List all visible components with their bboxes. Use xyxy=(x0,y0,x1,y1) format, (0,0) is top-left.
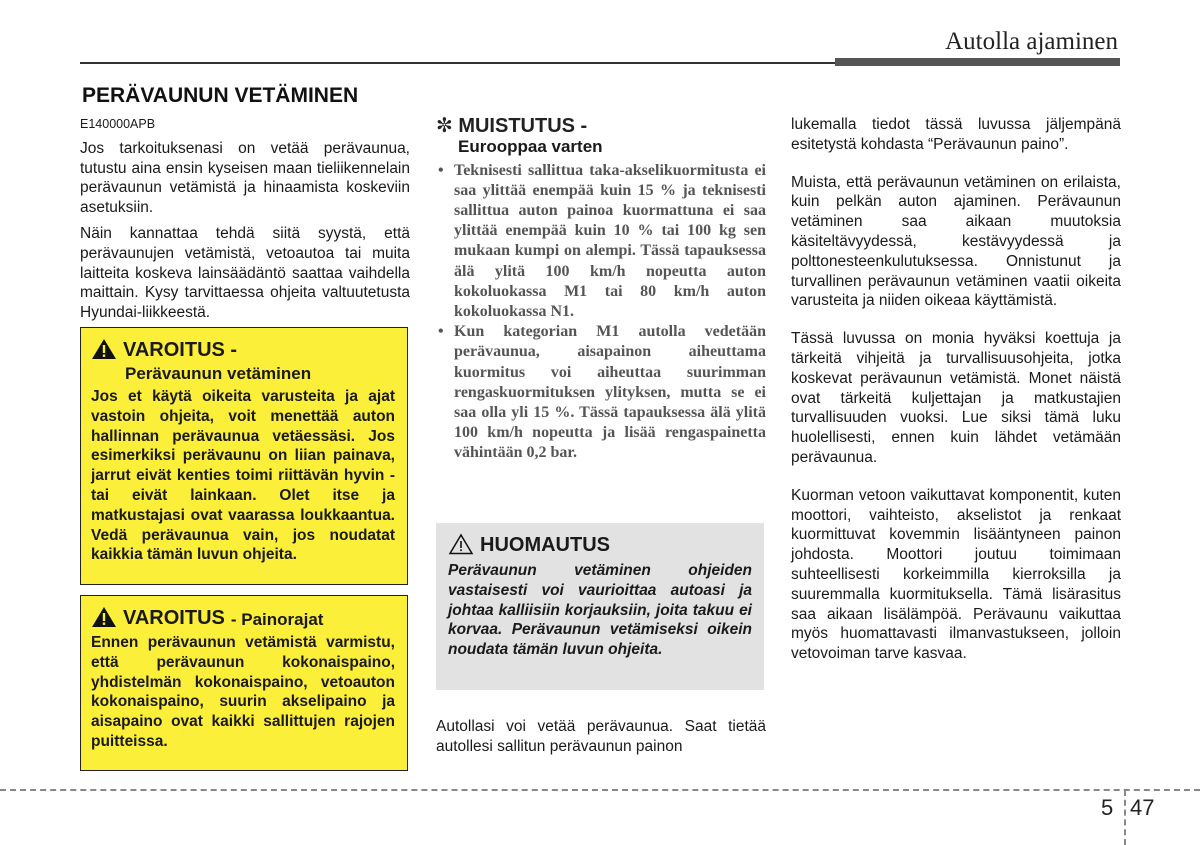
intro-paragraph-1: Jos tarkoituksenasi on vetää perävaunua, tutustu aina ensin kyseisen maan tieliikennelain perävaunun vetämistä ja hinaamista koskeviin asetuksiin. xyxy=(80,139,410,217)
header-rule xyxy=(80,62,837,64)
towing-weight-paragraph: Autollasi voi vetää perävaunua. Saat tietää autollesi sallitun perävaunun painon xyxy=(436,718,766,755)
right-paragraph-2: Muista, että perävaunun vetäminen on erilaista, kuin pelkän auton ajaminen. Perävaunun vetäminen saa aikaan muutoksia käsiteltävyydessä, kestävyydessä ja polttonesteenkulutuksessa. Onnistunut ja turvallinen perävaunun vetäminen vaatii oikeita varusteita ja niiden oikeaa käyttämistä. xyxy=(791,173,1121,310)
warning-subheading: - Painorajat xyxy=(230,610,324,629)
chapter-title: Autolla ajaminen xyxy=(945,28,1118,55)
memo-item: • Kun kategorian M1 autolla vedetään perävaunua, aisapainon aiheuttama kuormitus voi aiheuttaa suurimman rengaskuormituksen ylityksen, mutta se ei saa olla yli 15 %. Tässä tapauksessa älä ylitä 100 km/h nopeutta ja lisää rengaspainetta vähintään 0,2 bar. xyxy=(436,322,766,463)
section-number: 5 xyxy=(1101,795,1114,820)
notice-heading: HUOMAUTUS xyxy=(480,533,610,556)
memo-star-icon: ✼ xyxy=(436,115,453,137)
warning-box-weight-limits xyxy=(80,595,408,771)
notice-box xyxy=(436,523,764,690)
left-column xyxy=(80,115,410,323)
middle-column xyxy=(436,115,766,464)
intro-paragraph-2: Näin kannattaa tehdä siitä syystä, että perävaunujen vetämistä, vetoautoa tai muita laitteita koskeva lainsäädäntö saattaa vaihdella maittain. Kysy tarvittaessa ohjeita valtuutetusta Hyundai-liikkeestä. xyxy=(80,224,410,322)
section-code: E140000APB xyxy=(80,117,156,131)
warning-text: Jos et käytä oikeita varusteita ja ajat vastoin ohjeita, voit menettää auton hallinnan perävaunua vetäessäsi. Jos esimerkiksi perävaunu on liian painava, jarrut eivät kenties toimi riittävän hyvin - tai eivät lainkaan. Olet itse ja matkustajasi ovat vaarassa loukkaantua. Vedä perävaunua vain, jos noudatat kaikkia tämän luvun ohjeita. xyxy=(91,388,395,564)
warning-icon xyxy=(91,338,117,360)
memo-heading-row xyxy=(436,117,766,137)
warning-heading: VAROITUS xyxy=(123,607,225,629)
header-rule-accent xyxy=(835,58,1120,66)
warning-subheading: Perävaunun vetäminen xyxy=(125,364,312,383)
page-number: 47 xyxy=(1130,795,1155,820)
warning-text: Ennen perävaunun vetämistä varmistu, että perävaunun kokonaispaino, yhdistelmän kokonaispaino, vetoauton kokonaispaino, suurin akselipaino ja aisapaino ovat kaikki sallittujen rajojen puitteissa. xyxy=(91,634,395,750)
warning-box-towing xyxy=(80,327,408,585)
right-paragraph-1: lukemalla tiedot tässä luvussa jäljempänä esitetystä kohdasta “Perävaunun paino”. xyxy=(791,116,1121,153)
footer-rule xyxy=(0,789,1200,791)
warning-heading: VAROITUS - xyxy=(123,339,238,361)
memo-heading: MUISTUTUS - xyxy=(458,115,588,137)
right-paragraph-4: Kuorman vetoon vaikuttavat komponentit, kuten moottori, vaihteisto, akselistot ja renkaat kuormittuvat kovemmin lisääntyneen painon johdosta. Moottori joutuu toimimaan suhteellisesti korkeimmilla kierroksilla ja suuremmalla kuormituksella. Tämä lisärasitus saa aikaan lisälämpöä. Perävaunu vaikuttaa myös huomattavasti ilmanvastukseen, jolloin vetovoiman tarve kasvaa. xyxy=(791,486,1121,663)
memo-item: • Teknisesti sallittua taka-akselikuormitusta ei saa ylittää enempää kuin 15 % ja teknisesti sallittua auton painoa kuormattuna ei saa ylittää enempää kuin 10 % tai 100 kg sen mukaan kumpi on alempi. Tässä tapauksessa älä ylitä 100 km/h nopeutta auton kokoluokassa M1 tai 80 km/h auton kokoluokassa N1. xyxy=(436,161,766,323)
page-title: PERÄVAUNUN VETÄMINEN xyxy=(82,84,359,107)
memo-list xyxy=(436,161,766,464)
caution-icon xyxy=(448,533,474,555)
warning-icon xyxy=(91,606,117,628)
right-paragraph-3: Tässä luvussa on monia hyväksi koettuja ja tärkeitä vihjeitä ja turvallisuusohjeita, jotka koskevat perävaunun vetämistä. Monet näistä ovat tärkeitä kuljettajan ja matkustajien turvallisuuden vuoksi. Lue siksi tämä luku huolellisesti, ennen kuin lähdet vetämään perävaunua. xyxy=(791,330,1121,466)
right-column xyxy=(791,115,1121,664)
notice-text: Perävaunun vetäminen ohjeiden vastaisesti voi vaurioittaa autoasi ja johtaa kalliisiin korjauksiin, joita takuu ei korvaa. Perävaunun vetämiseksi oikein noudata tämän luvun ohjeita. xyxy=(448,562,752,659)
memo-subheading: Eurooppaa varten xyxy=(458,136,603,156)
footer-divider xyxy=(1124,790,1126,845)
